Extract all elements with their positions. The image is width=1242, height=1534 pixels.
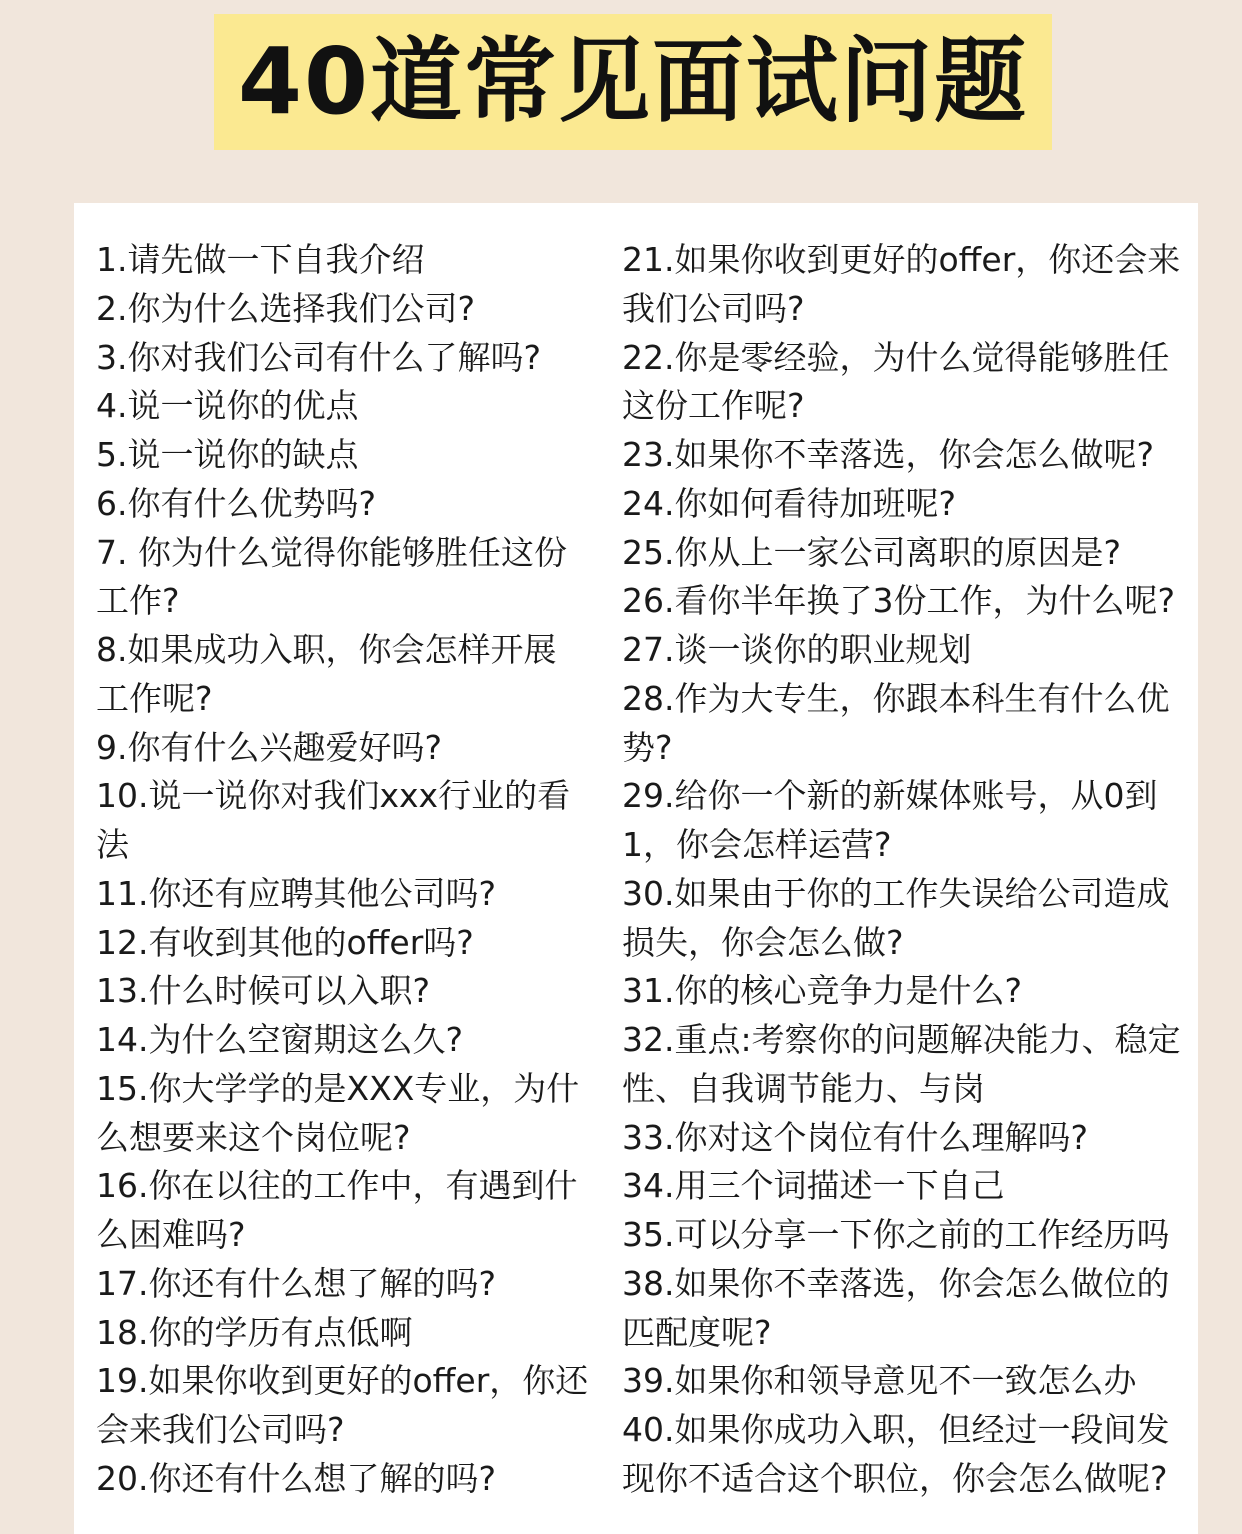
question-line: 21.如果你收到更好的offer，你还会来 [622, 240, 1181, 279]
page-title: 40道常见面试问题 [237, 28, 1029, 135]
question-line: 25.你从上一家公司离职的原因是? [622, 532, 1121, 572]
question-line: 这份工作呢? [622, 386, 805, 426]
question-line: 8.如果成功入职，你会怎样开展 [96, 630, 557, 669]
question-line: 31.你的核心竞争力是什么? [622, 971, 1022, 1011]
question-line: 20.你还有什么想了解的吗? [96, 1458, 496, 1498]
question-line: 7. 你为什么觉得你能够胜任这份 [96, 532, 567, 572]
question-line: 现你不适合这个职位，你会怎么做呢? [622, 1458, 1168, 1498]
question-line: 24.你如何看待加班呢? [622, 483, 956, 523]
question-line: 会来我们公司吗? [96, 1410, 345, 1449]
question-line: 22.你是零经验，为什么觉得能够胜任 [622, 337, 1170, 377]
question-line: 2.你为什么选择我们公司? [96, 288, 476, 328]
question-line: 法 [96, 825, 129, 864]
question-line: 18.你的学历有点低啊 [96, 1312, 413, 1352]
question-line: 39.如果你和领导意见不一致怎么办 [622, 1361, 1137, 1401]
question-line: 工作呢? [96, 678, 213, 718]
question-line: 工作? [96, 581, 180, 621]
left-question-column [96, 236, 606, 1504]
question-line: 26.看你半年换了3份工作，为什么呢? [622, 581, 1175, 621]
question-line: 19.如果你收到更好的offer，你还 [96, 1361, 589, 1401]
question-line: 32.重点:考察你的问题解决能力、稳定 [622, 1020, 1181, 1059]
question-line: 么想要来这个岗位呢? [96, 1117, 411, 1157]
question-line: 30.如果由于你的工作失误给公司造成 [622, 873, 1170, 913]
title-banner [214, 14, 1052, 150]
question-line: 6.你有什么优势吗? [96, 483, 377, 523]
question-line: 匹配度呢? [622, 1312, 772, 1352]
question-line: 34.用三个词描述一下自己 [622, 1166, 1005, 1206]
question-line: 4.说一说你的优点 [96, 386, 359, 426]
question-line: 13.什么时候可以入职? [96, 971, 430, 1011]
question-line: 1，你会怎样运营? [622, 825, 892, 864]
question-line: 势? [622, 727, 673, 767]
question-line: 15.你大学学的是XXX专业，为什 [96, 1068, 580, 1108]
question-line: 33.你对这个岗位有什么理解吗? [622, 1117, 1088, 1157]
question-line: 我们公司吗? [622, 288, 805, 328]
question-line: 5.说一说你的缺点 [96, 435, 359, 474]
question-line: 40.如果你成功入职，但经过一段间发 [622, 1410, 1170, 1449]
question-line: 11.你还有应聘其他公司吗? [96, 873, 496, 913]
question-line: 12.有收到其他的offer吗? [96, 922, 474, 962]
question-line: 14.为什么空窗期这么久? [96, 1020, 463, 1059]
question-line: 16.你在以往的工作中，有遇到什 [96, 1166, 578, 1206]
question-line: 10.说一说你对我们xxx行业的看 [96, 776, 571, 816]
question-line: 28.作为大专生，你跟本科生有什么优 [622, 678, 1170, 718]
question-line: 23.如果你不幸落选，你会怎么做呢? [622, 435, 1154, 474]
question-line: 1.请先做一下自我介绍 [96, 240, 425, 279]
question-line: 3.你对我们公司有什么了解吗? [96, 337, 542, 377]
question-line: 27.谈一谈你的职业规划 [622, 630, 972, 669]
question-line: 17.你还有什么想了解的吗? [96, 1263, 496, 1303]
right-question-column [622, 236, 1202, 1504]
question-line: 性、自我调节能力、与岗 [622, 1068, 985, 1108]
question-line: 9.你有什么兴趣爱好吗? [96, 727, 443, 767]
question-line: 29.给你一个新的新媒体账号，从0到 [622, 776, 1158, 816]
question-line: 35.可以分享一下你之前的工作经历吗 [622, 1215, 1170, 1254]
question-line: 损失，你会怎么做? [622, 922, 904, 962]
question-line: 38.如果你不幸落选，你会怎么做位的 [622, 1263, 1170, 1303]
question-line: 么困难吗? [96, 1215, 246, 1254]
